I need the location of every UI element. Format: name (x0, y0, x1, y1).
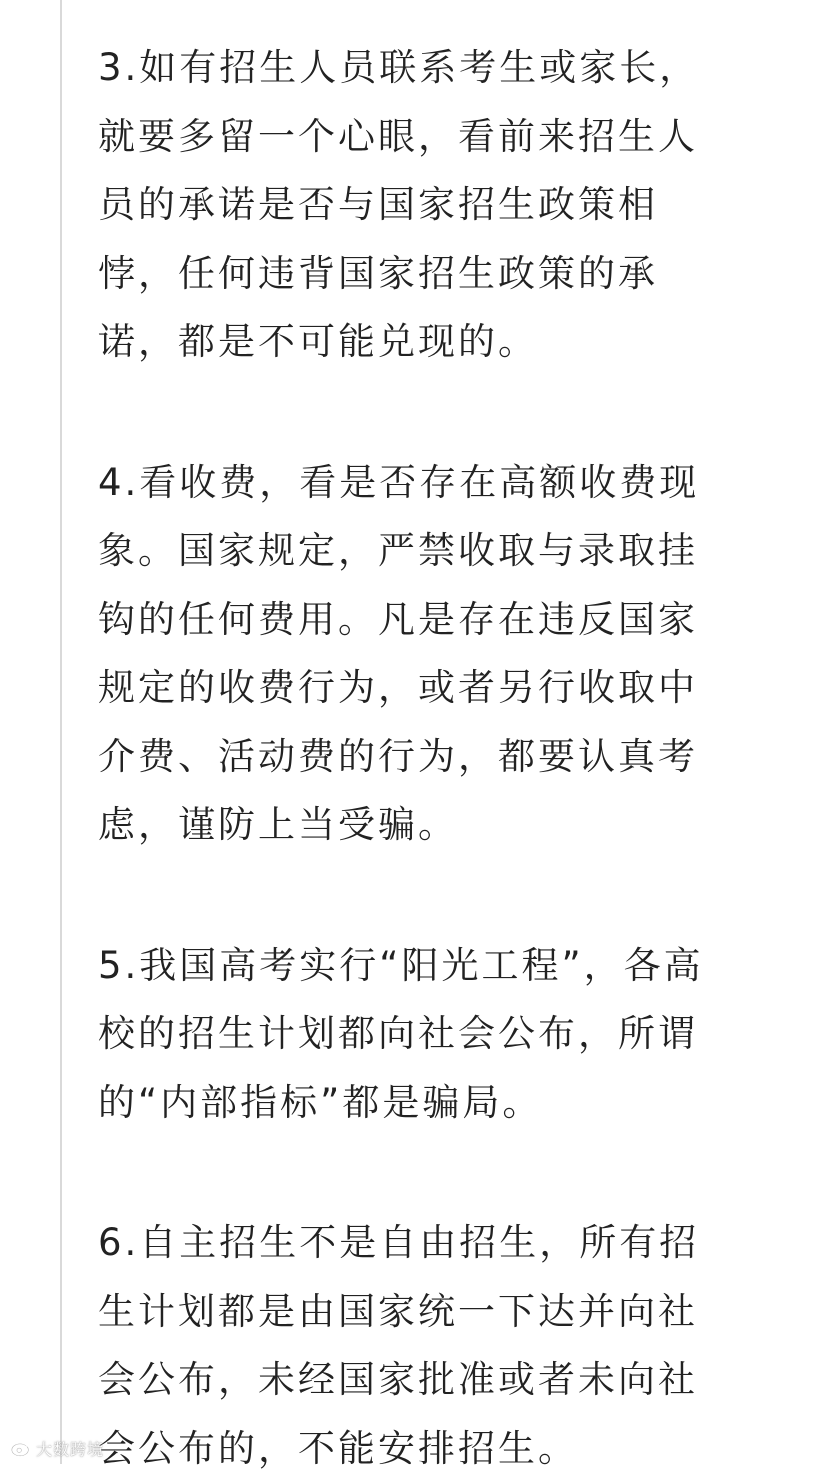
text-line: 的“内部指标”都是骗局。 (98, 1069, 748, 1138)
text-line: 虑，谨防上当受骗。 (98, 791, 748, 860)
weibo-logo-icon (10, 1437, 32, 1459)
paragraph-5 (98, 932, 748, 1138)
text-line: 钩的任何费用。凡是存在违反国家 (98, 586, 748, 655)
article-body (98, 34, 748, 1483)
text-line: 会公布的，不能安排招生。 (98, 1415, 748, 1483)
text-line: 生计划都是由国家统一下达并向社 (98, 1278, 748, 1347)
text-line: 规定的收费行为，或者另行收取中 (98, 654, 748, 723)
text-line: 3.如有招生人员联系考生或家长， (98, 34, 748, 103)
text-line: 象。国家规定，严禁收取与录取挂 (98, 517, 748, 586)
text-line: 诺，都是不可能兑现的。 (98, 308, 748, 377)
watermark (10, 1436, 104, 1460)
text-line: 校的招生计划都向社会公布，所谓 (98, 1000, 748, 1069)
paragraph-3 (98, 34, 748, 377)
watermark-text: 大数跨境 (36, 1437, 104, 1460)
text-line: 员的承诺是否与国家招生政策相 (98, 171, 748, 240)
paragraph-spacer (98, 860, 748, 932)
text-line: 悖，任何违背国家招生政策的承 (98, 240, 748, 309)
text-line: 6.自主招生不是自由招生，所有招 (98, 1209, 748, 1278)
text-line: 5.我国高考实行“阳光工程”，各高 (98, 932, 748, 1001)
left-divider-line (60, 0, 62, 1464)
text-line: 4.看收费，看是否存在高额收费现 (98, 449, 748, 518)
paragraph-spacer (98, 1137, 748, 1209)
paragraph-6 (98, 1209, 748, 1483)
text-line: 就要多留一个心眼，看前来招生人 (98, 103, 748, 172)
text-line: 会公布，未经国家批准或者未向社 (98, 1346, 748, 1415)
text-line: 介费、活动费的行为，都要认真考 (98, 723, 748, 792)
paragraph-spacer (98, 377, 748, 449)
paragraph-4 (98, 449, 748, 860)
